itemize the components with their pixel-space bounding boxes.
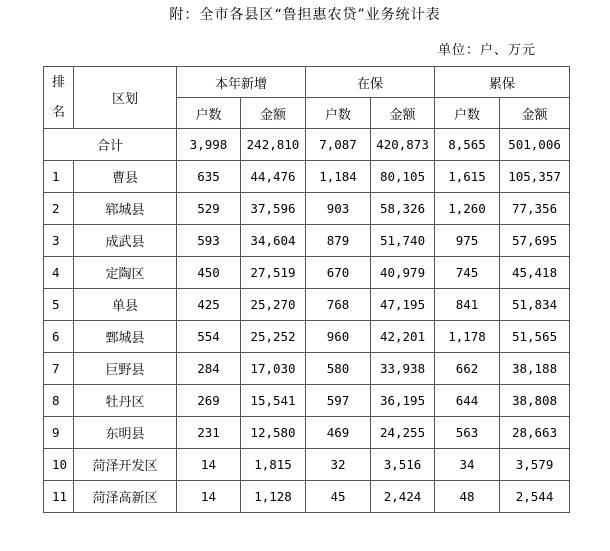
unit-label: 单位：户、万元 [437, 43, 536, 58]
table-cell: 34,604 [241, 225, 306, 257]
table-cell: 38,808 [500, 385, 570, 417]
district-cell: 鄄城县 [74, 321, 177, 353]
rank-cell: 7 [44, 353, 74, 385]
sub-header: 户数 [306, 98, 371, 129]
table-cell: 12,580 [241, 417, 306, 449]
table-cell: 975 [435, 225, 500, 257]
table-cell: 47,195 [371, 289, 435, 321]
table-cell: 635 [177, 161, 241, 193]
table-row [44, 161, 570, 193]
table-row [44, 225, 570, 257]
table-cell: 45,418 [500, 257, 570, 289]
total-row [44, 129, 570, 161]
rank-header [44, 67, 74, 129]
district-header: 区划 [74, 67, 177, 129]
table-cell: 2,544 [500, 481, 570, 513]
table-cell: 644 [435, 385, 500, 417]
table-cell: 425 [177, 289, 241, 321]
table-cell: 3,516 [371, 449, 435, 481]
table-cell: 529 [177, 193, 241, 225]
table-cell: 80,105 [371, 161, 435, 193]
table-cell: 36,195 [371, 385, 435, 417]
table-cell: 37,596 [241, 193, 306, 225]
table-cell: 40,979 [371, 257, 435, 289]
table-cell: 231 [177, 417, 241, 449]
table-cell: 24,255 [371, 417, 435, 449]
rank-cell: 5 [44, 289, 74, 321]
table-cell: 1,128 [241, 481, 306, 513]
table-cell: 44,476 [241, 161, 306, 193]
rank-header-line1: 排 [51, 74, 65, 90]
table-cell: 25,270 [241, 289, 306, 321]
table-cell: 1,260 [435, 193, 500, 225]
group-header-active: 在保 [306, 67, 435, 98]
statistics-table [43, 66, 570, 513]
table-cell: 77,356 [500, 193, 570, 225]
table-cell: 597 [306, 385, 371, 417]
table-cell: 51,834 [500, 289, 570, 321]
table-row [44, 449, 570, 481]
table-cell: 670 [306, 257, 371, 289]
table-cell: 28,663 [500, 417, 570, 449]
district-cell: 牡丹区 [74, 385, 177, 417]
district-cell: 郓城县 [74, 193, 177, 225]
table-cell: 1,184 [306, 161, 371, 193]
table-cell: 8,565 [435, 129, 500, 161]
table-cell: 42,201 [371, 321, 435, 353]
table-cell: 1,178 [435, 321, 500, 353]
table-row [44, 257, 570, 289]
district-cell: 曹县 [74, 161, 177, 193]
district-cell: 东明县 [74, 417, 177, 449]
table-row [44, 385, 570, 417]
sub-header: 金额 [371, 98, 435, 129]
table-row [44, 321, 570, 353]
rank-cell: 1 [44, 161, 74, 193]
table-cell: 284 [177, 353, 241, 385]
group-header-cumulative: 累保 [435, 67, 570, 98]
table-cell: 1,815 [241, 449, 306, 481]
table-cell: 501,006 [500, 129, 570, 161]
table-cell: 32 [306, 449, 371, 481]
table-cell: 2,424 [371, 481, 435, 513]
table-cell: 879 [306, 225, 371, 257]
table-cell: 3,998 [177, 129, 241, 161]
table-cell: 51,740 [371, 225, 435, 257]
table-row [44, 193, 570, 225]
table-cell: 242,810 [241, 129, 306, 161]
table-row [44, 417, 570, 449]
rank-cell: 6 [44, 321, 74, 353]
table-cell: 469 [306, 417, 371, 449]
table-cell: 33,938 [371, 353, 435, 385]
table-cell: 450 [177, 257, 241, 289]
table-cell: 51,565 [500, 321, 570, 353]
table-cell: 563 [435, 417, 500, 449]
rank-cell: 3 [44, 225, 74, 257]
table-cell: 841 [435, 289, 500, 321]
table-cell: 768 [306, 289, 371, 321]
sub-header: 户数 [435, 98, 500, 129]
table-cell: 420,873 [371, 129, 435, 161]
table-cell: 14 [177, 449, 241, 481]
table-row [44, 353, 570, 385]
table-cell: 15,541 [241, 385, 306, 417]
table-cell: 57,695 [500, 225, 570, 257]
table-cell: 960 [306, 321, 371, 353]
rank-cell: 11 [44, 481, 74, 513]
table-cell: 45 [306, 481, 371, 513]
district-cell: 菏泽开发区 [74, 449, 177, 481]
table-cell: 27,519 [241, 257, 306, 289]
rank-cell: 4 [44, 257, 74, 289]
table-row [44, 481, 570, 513]
table-cell: 48 [435, 481, 500, 513]
table-cell: 554 [177, 321, 241, 353]
district-cell: 成武县 [74, 225, 177, 257]
rank-cell: 8 [44, 385, 74, 417]
table-cell: 25,252 [241, 321, 306, 353]
total-label: 合计 [44, 129, 177, 161]
district-cell: 菏泽高新区 [74, 481, 177, 513]
rank-cell: 2 [44, 193, 74, 225]
group-header-new: 本年新增 [177, 67, 306, 98]
district-cell: 单县 [74, 289, 177, 321]
table-cell: 593 [177, 225, 241, 257]
table-cell: 269 [177, 385, 241, 417]
table-cell: 580 [306, 353, 371, 385]
district-cell: 定陶区 [74, 257, 177, 289]
table-cell: 3,579 [500, 449, 570, 481]
table-cell: 105,357 [500, 161, 570, 193]
sub-header: 金额 [241, 98, 306, 129]
table-cell: 38,188 [500, 353, 570, 385]
table-cell: 745 [435, 257, 500, 289]
sub-header: 金额 [500, 98, 570, 129]
sub-header: 户数 [177, 98, 241, 129]
table-cell: 662 [435, 353, 500, 385]
rank-cell: 9 [44, 417, 74, 449]
table-row [44, 289, 570, 321]
table-cell: 14 [177, 481, 241, 513]
table-cell: 7,087 [306, 129, 371, 161]
district-cell: 巨野县 [74, 353, 177, 385]
table-cell: 903 [306, 193, 371, 225]
table-cell: 1,615 [435, 161, 500, 193]
table-cell: 34 [435, 449, 500, 481]
table-cell: 17,030 [241, 353, 306, 385]
page-title: 附：全市各县区“鲁担惠农贷”业务统计表 [169, 7, 441, 23]
table-cell: 58,326 [371, 193, 435, 225]
rank-header-line2: 名 [51, 104, 65, 120]
rank-cell: 10 [44, 449, 74, 481]
